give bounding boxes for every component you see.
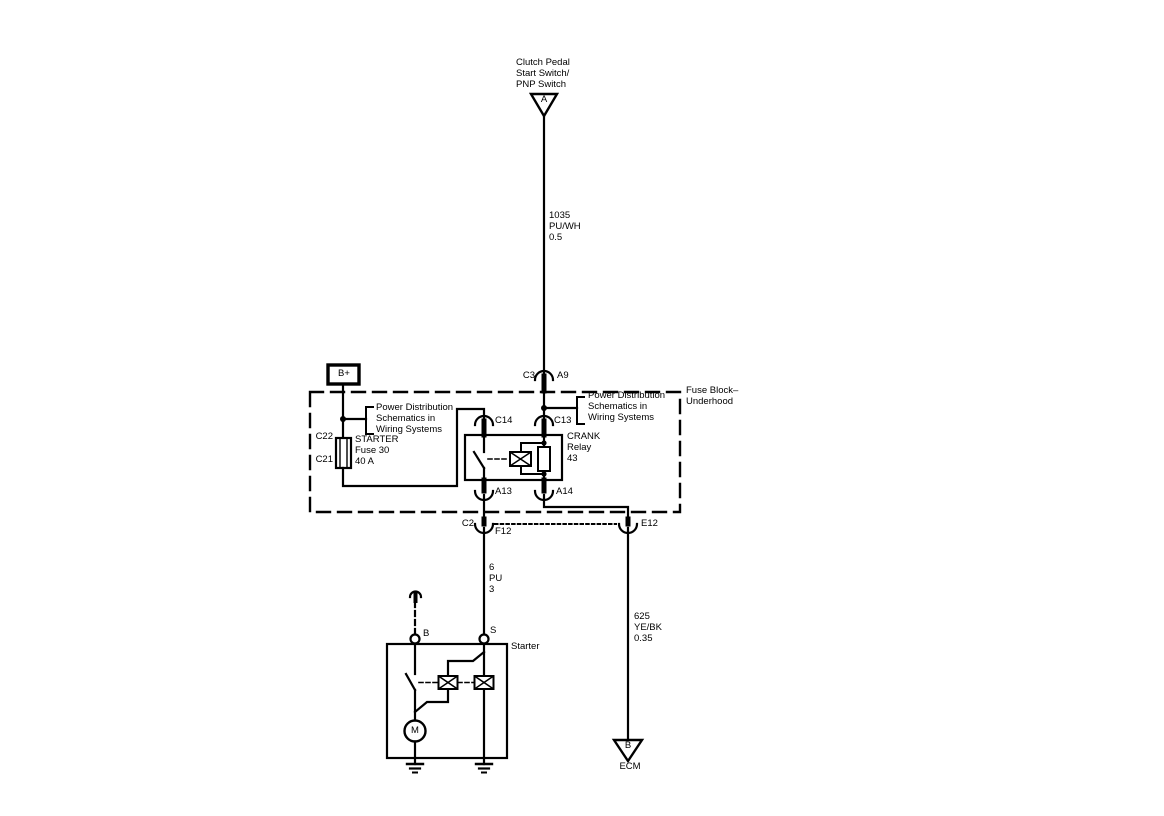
wire-6-color: PU (489, 572, 503, 584)
fuse-cavity-c21-label: C21 (315, 454, 333, 465)
reference-note-left-line2: Schematics in (376, 412, 436, 424)
fuse-block-name (686, 386, 738, 408)
starter-fuse-rating: 40 A (355, 455, 375, 467)
crank-relay-number: 43 (567, 452, 578, 464)
starter-fuse-symbol (336, 438, 351, 468)
fuse-block-name-line2: Underhood (686, 395, 734, 407)
wire-1035-size: 0.5 (549, 231, 563, 243)
connector-c13-symbol (535, 416, 553, 435)
source-switch-line3: PNP Switch (516, 78, 566, 90)
wire-1035-circuit: 1035 (549, 210, 571, 221)
reference-note-left (376, 403, 453, 435)
ground-symbol-right (476, 764, 492, 773)
connector-f12-label: F12 (495, 526, 512, 537)
relay-cavity-a14-label: A14 (556, 486, 573, 497)
junction-dot (541, 405, 547, 411)
starter-terminal-s-label: S (490, 625, 497, 636)
starter-fuse-id: Fuse 30 (355, 444, 390, 456)
wire-625-color: YE/BK (634, 621, 662, 633)
source-switch-line2: Start Switch/ (516, 67, 570, 79)
relay-cavity-c13-label: C13 (554, 415, 572, 426)
source-switch-line1: Clutch Pedal (516, 57, 570, 68)
battery-cable-connector-symbol (410, 592, 421, 602)
relay-switch-symbol (474, 435, 484, 480)
reference-note-left-line3: Wiring Systems (376, 423, 442, 435)
wire-1035-label (549, 211, 581, 243)
starter-terminal-b-circle (411, 635, 420, 644)
reference-note-right-line1: Power Distribution (588, 390, 666, 401)
relay-cavity-a13-label: A13 (495, 486, 512, 497)
junction-dot (541, 440, 546, 445)
connector-a9-label: A9 (557, 370, 569, 381)
starter-name-label: Starter (511, 641, 540, 652)
starter-fuse-name: STARTER (355, 434, 399, 445)
relay-cavity-c14-label: C14 (495, 415, 513, 426)
relay-resistor-symbol (538, 447, 550, 471)
wire-625-label (634, 612, 662, 644)
reference-note-right-line3: Wiring Systems (588, 411, 654, 423)
crank-relay-type: Relay (567, 441, 592, 453)
reference-note-left-line1: Power Distribution (376, 402, 454, 413)
solenoid-holdin-coil-symbol (475, 676, 494, 689)
crank-relay-name: CRANK (567, 431, 601, 442)
wire-6-circuit: 6 (489, 562, 495, 573)
wire-6-size: 3 (489, 583, 495, 595)
ecm-triangle-letter: B (624, 740, 632, 751)
crank-relay-label (567, 432, 600, 464)
starter-solenoid-contact-symbol (406, 644, 415, 721)
source-triangle-letter: A (540, 94, 548, 105)
connector-e12-label: E12 (641, 518, 658, 529)
starter-terminal-b-label: B (423, 628, 430, 639)
fuse-cavity-c22-label: C22 (315, 431, 333, 442)
starter-motor-letter: M (411, 725, 419, 736)
reference-note-right-line2: Schematics in (588, 400, 648, 412)
wire-625-circuit: 625 (634, 611, 650, 622)
reference-note-right (588, 391, 665, 423)
wire-1035-color: PU/WH (549, 220, 581, 232)
fuse-block-name-line1: Fuse Block– (686, 385, 739, 396)
source-switch-label (516, 58, 570, 90)
connector-c2-label: C2 (461, 518, 474, 529)
ecm-name-label: ECM (619, 761, 641, 772)
bplus-label: B+ (338, 368, 350, 379)
starter-fuse-label (355, 435, 398, 467)
ground-symbol-left (407, 764, 423, 773)
reference-bracket-right (577, 397, 584, 424)
solenoid-pullin-coil-symbol (439, 676, 458, 689)
junction-dot (541, 471, 546, 476)
reference-bracket-left (366, 407, 373, 434)
starter-terminal-s-circle (480, 635, 489, 644)
wire-625-size: 0.35 (634, 632, 653, 644)
wire-a14-to-e12 (544, 495, 628, 519)
connector-c3-label: C3 (522, 370, 535, 381)
wire-6-label (489, 563, 502, 595)
